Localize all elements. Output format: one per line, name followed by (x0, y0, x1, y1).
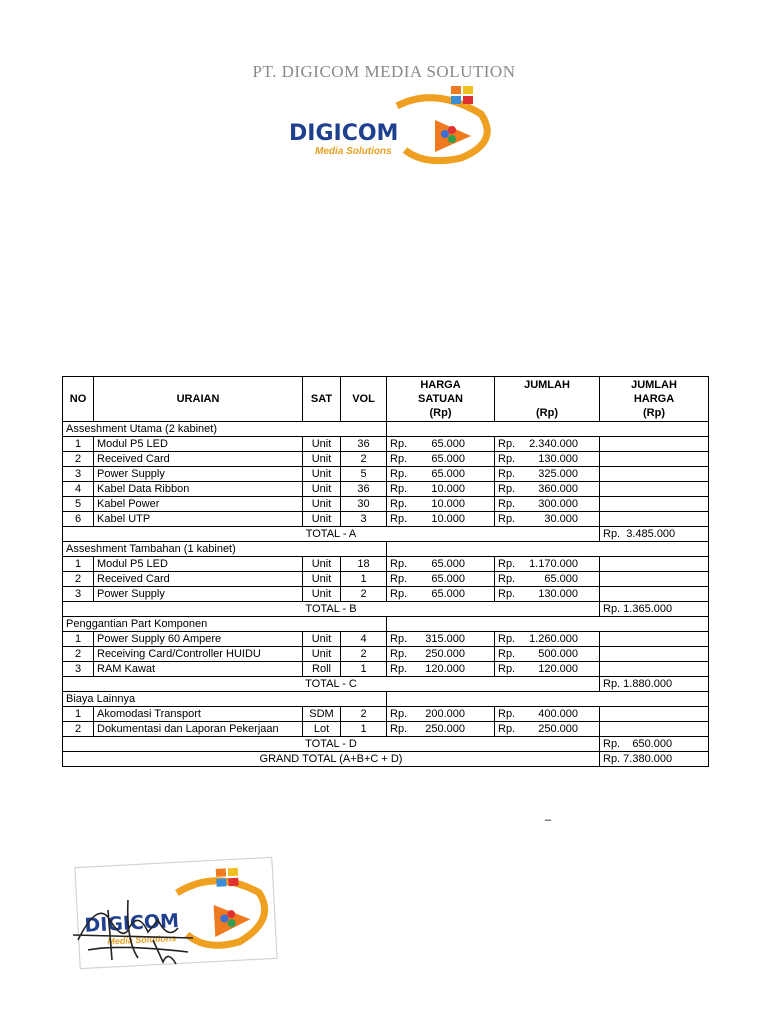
cell-empty (600, 497, 709, 512)
cell-sat: Unit (303, 557, 341, 572)
cell-empty (600, 467, 709, 482)
cell-jumlah: Rp. 30.000 (495, 512, 600, 527)
cell-sat: Unit (303, 437, 341, 452)
total-row (63, 527, 709, 542)
cell-uraian: Modul P5 LED (94, 557, 303, 572)
table-row (63, 557, 709, 572)
cell-vol: 3 (341, 512, 387, 527)
cell-sat: Unit (303, 497, 341, 512)
total-label: TOTAL - C (63, 677, 600, 692)
cell-jumlah: Rp. 2.340.000 (495, 437, 600, 452)
cell-harga: Rp. 65.000 (387, 587, 495, 602)
table-row (63, 707, 709, 722)
section-filler (387, 692, 709, 707)
svg-text:DIGICOM: DIGICOM (83, 909, 180, 937)
dash-mark: – (545, 814, 552, 826)
section-row (63, 617, 709, 632)
cell-harga: Rp. 200.000 (387, 707, 495, 722)
section-row (63, 692, 709, 707)
section-row (63, 542, 709, 557)
section-filler (387, 617, 709, 632)
cell-no: 2 (63, 722, 94, 737)
col-vol: VOL (341, 377, 387, 422)
cell-uraian: Dokumentasi dan Laporan Pekerjaan (94, 722, 303, 737)
total-row (63, 677, 709, 692)
section-title: Asseshment Utama (2 kabinet) (63, 422, 387, 437)
total-value: Rp. 3.485.000 (600, 527, 709, 542)
svg-text:Media Solutions: Media Solutions (107, 933, 177, 947)
cell-no: 1 (63, 437, 94, 452)
cell-sat: Unit (303, 467, 341, 482)
total-row (63, 602, 709, 617)
section-row (63, 422, 709, 437)
cell-jumlah: Rp. 250.000 (495, 722, 600, 737)
cell-no: 2 (63, 452, 94, 467)
cell-no: 4 (63, 482, 94, 497)
cell-harga: Rp. 120.000 (387, 662, 495, 677)
table-row (63, 632, 709, 647)
total-value: Rp. 1.365.000 (600, 602, 709, 617)
cell-harga: Rp. 10.000 (387, 497, 495, 512)
col-jumlah: JUMLAH (Rp) (495, 377, 600, 422)
section-title: Biaya Lainnya (63, 692, 387, 707)
cell-sat: Lot (303, 722, 341, 737)
cell-uraian: Received Card (94, 572, 303, 587)
cell-harga: Rp. 65.000 (387, 467, 495, 482)
cell-vol: 18 (341, 557, 387, 572)
cell-harga: Rp. 315.000 (387, 632, 495, 647)
cell-harga: Rp. 65.000 (387, 572, 495, 587)
section-filler (387, 422, 709, 437)
cell-harga: Rp. 250.000 (387, 647, 495, 662)
table-row (63, 512, 709, 527)
cell-vol: 1 (341, 662, 387, 677)
cell-uraian: Kabel UTP (94, 512, 303, 527)
table-row (63, 572, 709, 587)
cell-jumlah: Rp. 120.000 (495, 662, 600, 677)
cell-uraian: Kabel Power (94, 497, 303, 512)
table-row (63, 497, 709, 512)
cell-harga: Rp. 65.000 (387, 557, 495, 572)
grand-total-label: GRAND TOTAL (A+B+C + D) (63, 752, 600, 767)
table-row (63, 452, 709, 467)
cell-vol: 36 (341, 437, 387, 452)
table-row (63, 437, 709, 452)
cell-no: 1 (63, 632, 94, 647)
cell-vol: 4 (341, 632, 387, 647)
cell-empty (600, 557, 709, 572)
cell-harga: Rp. 10.000 (387, 512, 495, 527)
section-title: Asseshment Tambahan (1 kabinet) (63, 542, 387, 557)
cell-uraian: Received Card (94, 452, 303, 467)
grand-total-value: Rp. 7.380.000 (600, 752, 709, 767)
table-row (63, 722, 709, 737)
cell-sat: Unit (303, 632, 341, 647)
cell-jumlah: Rp. 130.000 (495, 587, 600, 602)
cell-jumlah: Rp. 1.170.000 (495, 557, 600, 572)
cell-no: 5 (63, 497, 94, 512)
cell-vol: 2 (341, 707, 387, 722)
table-row (63, 482, 709, 497)
signature (68, 880, 198, 970)
cell-no: 3 (63, 467, 94, 482)
cell-sat: Unit (303, 452, 341, 467)
cell-no: 1 (63, 557, 94, 572)
cell-no: 3 (63, 587, 94, 602)
cell-no: 1 (63, 707, 94, 722)
cell-vol: 2 (341, 587, 387, 602)
cell-uraian: Power Supply 60 Ampere (94, 632, 303, 647)
cell-empty (600, 722, 709, 737)
cell-uraian: RAM Kawat (94, 662, 303, 677)
cell-vol: 1 (341, 572, 387, 587)
cell-no: 2 (63, 647, 94, 662)
table-row (63, 587, 709, 602)
cell-sat: Unit (303, 647, 341, 662)
total-row (63, 737, 709, 752)
cell-empty (600, 587, 709, 602)
cell-harga: Rp. 65.000 (387, 437, 495, 452)
cell-empty (600, 437, 709, 452)
logo-tagline: Media Solutions (315, 146, 392, 157)
grand-total-row (63, 752, 709, 767)
cell-vol: 30 (341, 497, 387, 512)
cell-vol: 2 (341, 647, 387, 662)
total-label: TOTAL - A (63, 527, 600, 542)
cell-harga: Rp. 65.000 (387, 452, 495, 467)
table-header-row (63, 377, 709, 422)
cell-uraian: Akomodasi Transport (94, 707, 303, 722)
table-row (63, 647, 709, 662)
total-value: Rp. 650.000 (600, 737, 709, 752)
cell-sat: SDM (303, 707, 341, 722)
cell-empty (600, 512, 709, 527)
cell-uraian: Power Supply (94, 467, 303, 482)
cell-uraian: Modul P5 LED (94, 437, 303, 452)
cell-empty (600, 452, 709, 467)
cell-empty (600, 662, 709, 677)
company-name: PT. DIGICOM MEDIA SOLUTION (252, 62, 516, 81)
budget-table (62, 376, 709, 767)
cell-sat: Roll (303, 662, 341, 677)
cell-uraian: Power Supply (94, 587, 303, 602)
table-row (63, 467, 709, 482)
cell-sat: Unit (303, 482, 341, 497)
cell-sat: Unit (303, 512, 341, 527)
cell-sat: Unit (303, 572, 341, 587)
cell-vol: 2 (341, 452, 387, 467)
cell-no: 2 (63, 572, 94, 587)
cell-no: 6 (63, 512, 94, 527)
cell-harga: Rp. 10.000 (387, 482, 495, 497)
cell-empty (600, 632, 709, 647)
cell-empty (600, 482, 709, 497)
cell-vol: 5 (341, 467, 387, 482)
cell-no: 3 (63, 662, 94, 677)
logo-text: DIGICOM (289, 121, 399, 146)
cell-jumlah: Rp. 360.000 (495, 482, 600, 497)
cell-empty (600, 647, 709, 662)
col-sat: SAT (303, 377, 341, 422)
section-filler (387, 542, 709, 557)
total-label: TOTAL - B (63, 602, 600, 617)
cell-uraian: Kabel Data Ribbon (94, 482, 303, 497)
col-harga-satuan: HARGA SATUAN (Rp) (387, 377, 495, 422)
cell-jumlah: Rp. 325.000 (495, 467, 600, 482)
cell-jumlah: Rp. 500.000 (495, 647, 600, 662)
cell-jumlah: Rp. 65.000 (495, 572, 600, 587)
cell-vol: 36 (341, 482, 387, 497)
company-logo (285, 84, 500, 164)
cell-empty (600, 707, 709, 722)
cell-jumlah: Rp. 1.260.000 (495, 632, 600, 647)
cell-vol: 1 (341, 722, 387, 737)
section-title: Penggantian Part Komponen (63, 617, 387, 632)
col-uraian: URAIAN (94, 377, 303, 422)
cell-uraian: Receiving Card/Controller HUIDU (94, 647, 303, 662)
total-value: Rp. 1.880.000 (600, 677, 709, 692)
cell-sat: Unit (303, 587, 341, 602)
table-row (63, 662, 709, 677)
col-jumlah-harga: JUMLAH HARGA (Rp) (600, 377, 709, 422)
col-no: NO (63, 377, 94, 422)
cell-jumlah: Rp. 400.000 (495, 707, 600, 722)
cell-jumlah: Rp. 300.000 (495, 497, 600, 512)
total-label: TOTAL - D (63, 737, 600, 752)
cell-harga: Rp. 250.000 (387, 722, 495, 737)
cell-empty (600, 572, 709, 587)
cell-jumlah: Rp. 130.000 (495, 452, 600, 467)
